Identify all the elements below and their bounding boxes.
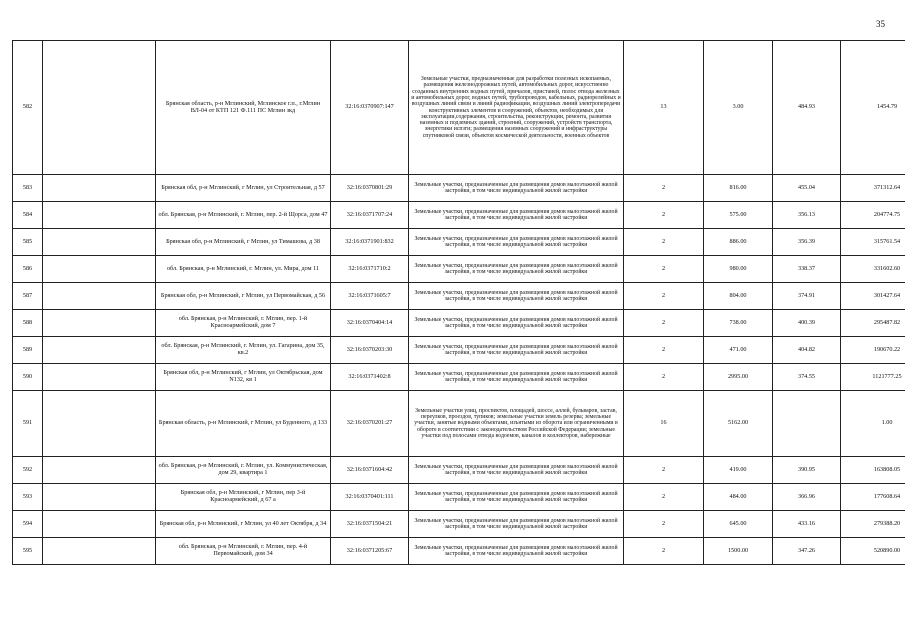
row-number: 595	[13, 538, 43, 565]
use-group-cell: 2	[624, 457, 704, 484]
specific-value-cell: 374.55	[773, 364, 841, 391]
cadastral-number-cell: 32:16:0371605:7	[331, 283, 409, 310]
specific-value-cell: 347.26	[773, 538, 841, 565]
cadastral-number-cell: 32:16:0370203:30	[331, 337, 409, 364]
use-group-cell: 2	[624, 511, 704, 538]
row-number: 582	[13, 41, 43, 175]
row-number: 590	[13, 364, 43, 391]
use-group-cell: 13	[624, 41, 704, 175]
address-cell: обл. Брянская, р-н Мглинский, г. Мглин, пер. 4-й Первомайский, дом 34	[156, 538, 331, 565]
row-number: 591	[13, 391, 43, 457]
table-row	[13, 538, 905, 565]
area-cell: 804.00	[704, 283, 773, 310]
cadastral-number-cell: 32:16:0370404:14	[331, 310, 409, 337]
empty-cell	[43, 229, 156, 256]
land-use-cell: Земельные участки, предназначенные для размещения домов малоэтажной жилой застройки, в том числе индивидуальной жилой застройки	[409, 538, 624, 565]
empty-cell	[43, 283, 156, 310]
address-cell: Брянская область, р-н Мглинский, г Мглин, ул Буденного, д 133	[156, 391, 331, 457]
land-use-cell: Земельные участки улиц, проспектов, площадей, шоссе, аллей, бульваров, застав, переулков, проездов, тупиков; земельные участки земель резерва; земельные участки, занятые водными объектами, изъятыми из оборота или ограниченными в обороте в соответствии с законодательством Российской Федерации; земельные участки под полосами отвода водоемов, каналов и коллекторов, набережные	[409, 391, 624, 457]
specific-value-cell: 374.91	[773, 283, 841, 310]
land-use-cell: Земельные участки, предназначенные для размещения домов малоэтажной жилой застройки, в том числе индивидуальной жилой застройки	[409, 337, 624, 364]
row-number: 592	[13, 457, 43, 484]
area-cell: 738.00	[704, 310, 773, 337]
empty-cell	[43, 202, 156, 229]
area-cell: 3.00	[704, 41, 773, 175]
cadastral-value-cell: 301427.64	[841, 283, 905, 310]
use-group-cell: 16	[624, 391, 704, 457]
cadastral-number-cell: 32:16:0371707:24	[331, 202, 409, 229]
land-use-cell: Земельные участки, предназначенные для размещения домов малоэтажной жилой застройки, в том числе индивидуальной жилой застройки	[409, 229, 624, 256]
empty-cell	[43, 484, 156, 511]
table-row	[13, 283, 905, 310]
table-row	[13, 484, 905, 511]
empty-cell	[43, 337, 156, 364]
land-use-cell: Земельные участки, предназначенные для размещения домов малоэтажной жилой застройки, в том числе индивидуальной жилой застройки	[409, 256, 624, 283]
page-number: 35	[876, 19, 885, 29]
specific-value-cell: 404.82	[773, 337, 841, 364]
cadastral-value-cell: 331602.60	[841, 256, 905, 283]
row-number: 594	[13, 511, 43, 538]
table-row	[13, 364, 905, 391]
address-cell: Брянская обл, р-н Мглинский, г Мглин, ул Тимашова, д 38	[156, 229, 331, 256]
specific-value-cell: 433.16	[773, 511, 841, 538]
table-row	[13, 256, 905, 283]
cadastral-value-cell: 204774.75	[841, 202, 905, 229]
table-row	[13, 511, 905, 538]
table-row	[13, 41, 905, 175]
empty-cell	[43, 391, 156, 457]
specific-value-cell: 356.39	[773, 229, 841, 256]
address-cell: обл. Брянская, р-н Мглинский, г. Мглин, пер. 2-й Щорса, дом 47	[156, 202, 331, 229]
address-cell: Брянская обл, р-н Мглинский, г Мглин, пер 3-й Красноармейский, д 67 а	[156, 484, 331, 511]
empty-cell	[43, 175, 156, 202]
use-group-cell: 2	[624, 310, 704, 337]
cadastral-value-cell: 1454.79	[841, 41, 905, 175]
area-cell: 2995.00	[704, 364, 773, 391]
cadastral-number-cell: 32:16:0371604:42	[331, 457, 409, 484]
empty-cell	[43, 511, 156, 538]
specific-value-cell: 356.13	[773, 202, 841, 229]
specific-value-cell	[773, 391, 841, 457]
cadastral-number-cell: 32:16:0371710:2	[331, 256, 409, 283]
address-cell: Брянская обл, р-н Мглинский, г Мглин, ул 40 лет Октября, д 34	[156, 511, 331, 538]
area-cell: 886.00	[704, 229, 773, 256]
area-cell: 575.00	[704, 202, 773, 229]
land-use-cell: Земельные участки, предназначенные для размещения домов малоэтажной жилой застройки, в том числе индивидуальной жилой застройки	[409, 310, 624, 337]
row-number: 593	[13, 484, 43, 511]
empty-cell	[43, 364, 156, 391]
address-cell: Брянская область, р-н Мглинский, Мглинское г.п., г.Мглин ВЛ-04 от КТП 121 Ф.111 ПС Мглин зкд	[156, 41, 331, 175]
row-number: 587	[13, 283, 43, 310]
row-number: 583	[13, 175, 43, 202]
cadastral-value-table	[12, 40, 905, 565]
area-cell: 980.00	[704, 256, 773, 283]
table-row	[13, 175, 905, 202]
use-group-cell: 2	[624, 256, 704, 283]
specific-value-cell: 366.96	[773, 484, 841, 511]
area-cell: 645.00	[704, 511, 773, 538]
row-number: 589	[13, 337, 43, 364]
cadastral-number-cell: 32:16:0371402:8	[331, 364, 409, 391]
specific-value-cell: 390.95	[773, 457, 841, 484]
use-group-cell: 2	[624, 283, 704, 310]
row-number: 584	[13, 202, 43, 229]
land-use-cell: Земельные участки, предназначенные для размещения домов малоэтажной жилой застройки, в том числе индивидуальной жилой застройки	[409, 283, 624, 310]
use-group-cell: 2	[624, 364, 704, 391]
use-group-cell: 2	[624, 229, 704, 256]
cadastral-number-cell: 32:16:0370401:111	[331, 484, 409, 511]
row-number: 586	[13, 256, 43, 283]
cadastral-number-cell: 32:16:0370801:29	[331, 175, 409, 202]
table-row	[13, 337, 905, 364]
specific-value-cell: 400.39	[773, 310, 841, 337]
cadastral-value-cell: 279388.20	[841, 511, 905, 538]
cadastral-value-cell: 520890.00	[841, 538, 905, 565]
empty-cell	[43, 310, 156, 337]
cadastral-value-cell: 190670.22	[841, 337, 905, 364]
empty-cell	[43, 256, 156, 283]
table-row	[13, 229, 905, 256]
area-cell: 471.00	[704, 337, 773, 364]
table-row	[13, 310, 905, 337]
cadastral-number-cell: 32:16:0371901:832	[331, 229, 409, 256]
table-row	[13, 391, 905, 457]
cadastral-value-cell: 1.00	[841, 391, 905, 457]
address-cell: Брянская обл, р-н Мглинский, г Мглин, ул Октябрьская, дом N132, кв 1	[156, 364, 331, 391]
table-row	[13, 202, 905, 229]
address-cell: обл. Брянская, р-н Мглинский, г. Мглин, ул. Мира, дом 11	[156, 256, 331, 283]
specific-value-cell: 484.93	[773, 41, 841, 175]
use-group-cell: 2	[624, 337, 704, 364]
specific-value-cell: 455.04	[773, 175, 841, 202]
cadastral-value-cell: 177608.64	[841, 484, 905, 511]
cadastral-value-cell: 1121777.25	[841, 364, 905, 391]
use-group-cell: 2	[624, 175, 704, 202]
cadastral-value-cell: 315761.54	[841, 229, 905, 256]
address-cell: Брянская обл, р-н Мглинский, г Мглин, ул Строительная, д 57	[156, 175, 331, 202]
address-cell: обл. Брянская, р-н Мглинский, г. Мглин, ул. Гагарина, дом 35, кв.2	[156, 337, 331, 364]
cadastral-value-cell: 371312.64	[841, 175, 905, 202]
cadastral-number-cell: 32:16:0371504:21	[331, 511, 409, 538]
cadastral-value-cell: 163808.05	[841, 457, 905, 484]
table-row	[13, 457, 905, 484]
use-group-cell: 2	[624, 202, 704, 229]
land-use-cell: Земельные участки, предназначенные для разработки полезных ископаемых, размещения железнодорожных путей, автомобильных дорог, искусственно созданных внутренних водных путей, причалов, пристаней, полос отвода железных и автомобильных дорог, водных путей, трубопроводов, кабельных, радиорелейных и воздушных линий связи и линий радиофикации, воздушных линий электропередачи конструктивных элементов и сооружений, объектов, необходимых для эксплуатации,содержания, строительства, реконструкции, ремонта, развития наземных и подземных зданий, строений, сооружений, устройств транспорта, энергетики испзги; размещения наземных сооружений и инфраструктуры спутниковой связи, объектов космической деятельности, военных объектов	[409, 41, 624, 175]
empty-cell	[43, 538, 156, 565]
area-cell: 1500.00	[704, 538, 773, 565]
use-group-cell: 2	[624, 538, 704, 565]
land-use-cell: Земельные участки, предназначенные для размещения домов малоэтажной жилой застройки, в том числе индивидуальной жилой застройки	[409, 364, 624, 391]
address-cell: обл. Брянская, р-н Мглинский, г. Мглин, ул. Коммунистическая, дом 29, квартира 1	[156, 457, 331, 484]
area-cell: 816.00	[704, 175, 773, 202]
cadastral-number-cell: 32:16:0371205:67	[331, 538, 409, 565]
land-use-cell: Земельные участки, предназначенные для размещения домов малоэтажной жилой застройки, в том числе индивидуальной жилой застройки	[409, 511, 624, 538]
specific-value-cell: 338.37	[773, 256, 841, 283]
address-cell: обл. Брянская, р-н Мглинский, г. Мглин, пер. 1-й Красноармейский, дом 7	[156, 310, 331, 337]
land-use-cell: Земельные участки, предназначенные для размещения домов малоэтажной жилой застройки, в том числе индивидуальной жилой застройки	[409, 484, 624, 511]
land-use-cell: Земельные участки, предназначенные для размещения домов малоэтажной жилой застройки, в том числе индивидуальной жилой застройки	[409, 202, 624, 229]
land-use-cell: Земельные участки, предназначенные для размещения домов малоэтажной жилой застройки, в том числе индивидуальной жилой застройки	[409, 175, 624, 202]
cadastral-number-cell: 32:16:0370907:147	[331, 41, 409, 175]
area-cell: 484.00	[704, 484, 773, 511]
land-use-cell: Земельные участки, предназначенные для размещения домов малоэтажной жилой застройки, в том числе индивидуальной жилой застройки	[409, 457, 624, 484]
area-cell: 5162.00	[704, 391, 773, 457]
cadastral-value-cell: 295487.82	[841, 310, 905, 337]
row-number: 588	[13, 310, 43, 337]
cadastral-number-cell: 32:16:0370201:27	[331, 391, 409, 457]
empty-cell	[43, 457, 156, 484]
empty-cell	[43, 41, 156, 175]
use-group-cell: 2	[624, 484, 704, 511]
row-number: 585	[13, 229, 43, 256]
table-body	[13, 41, 905, 565]
area-cell: 419.00	[704, 457, 773, 484]
address-cell: Брянская обл, р-н Мглинский, г Мглин, ул Первомайская, д 56	[156, 283, 331, 310]
